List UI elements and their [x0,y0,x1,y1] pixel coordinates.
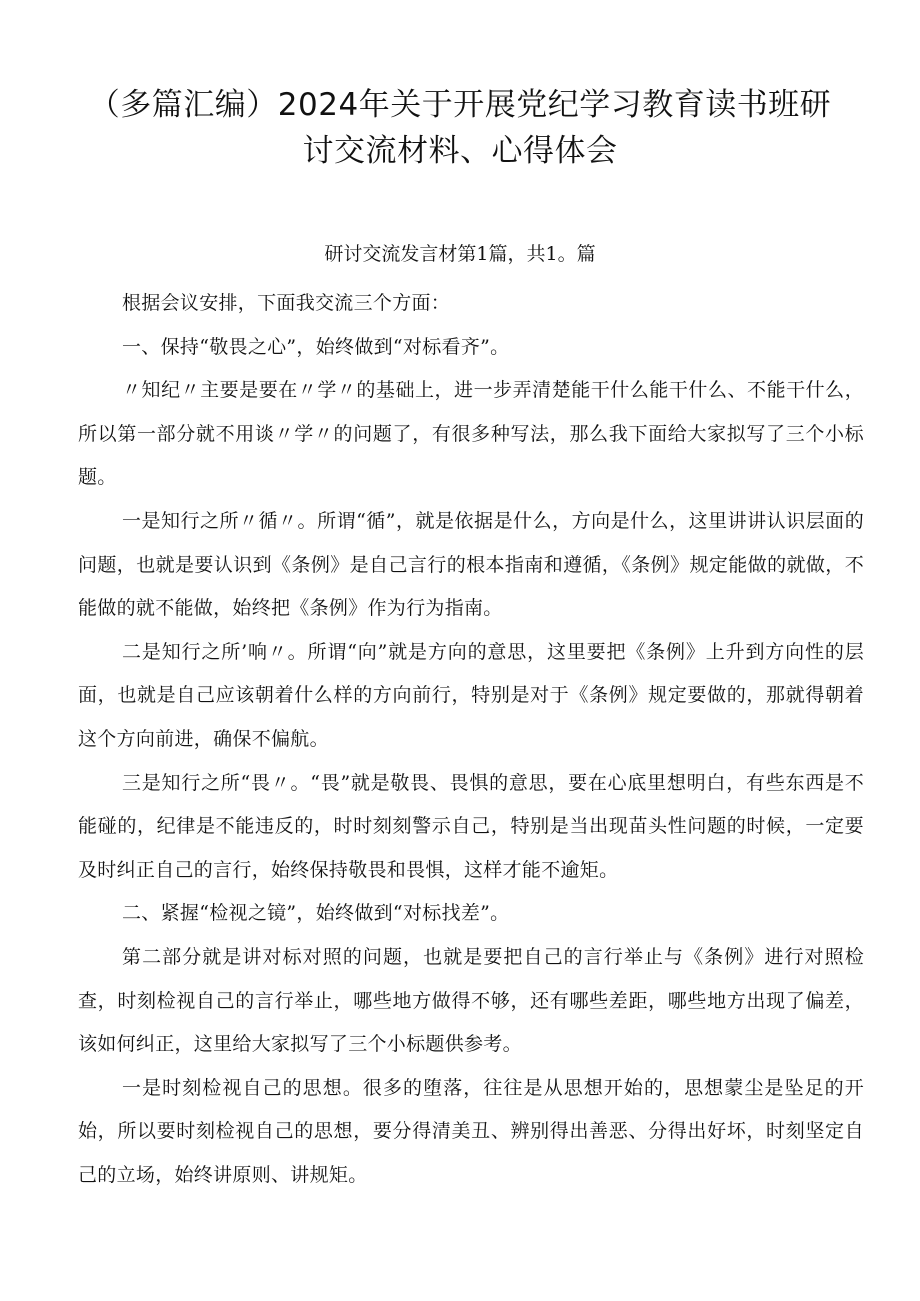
document-title [60,82,860,174]
title-line-1: （多篇汇编）2024年关于开展党纪学习教育读书班研 [88,87,832,123]
paragraph-point-xiang: 二是知行之所’响〃。所谓“向”就是方向的意思，这里要把《条例》上升到方向性的层面，也就是自己应该朝着什么样的方向前行，特别是对于《条例》规定要做的，那就得朝着这个方向前进，确保不偏航。 [78,640,864,750]
paragraph-section-2-intro: 第二部分就是讲对标对照的问题，也就是要把自己的言行举止与《条例》进行对照检查，时刻检视自己的言行举止，哪些地方做得不够，还有哪些差距，哪些地方出现了偏差，该如何纠正，这里给大家拟写了三个小标题供参考。 [78,945,864,1056]
document-subtitle: 研讨交流发言材第1篇，共1。篇 [324,243,596,265]
paragraph-section-1-intro: 〃知纪〃主要是要在〃学〃的基础上，进一步弄清楚能干什么能干什么、不能干什么，所以第一部分就不用谈〃学〃的问题了，有很多种写法，那么我下面给大家拟写了三个小标题。 [78,379,864,489]
paragraph-intro: 根据会议安排，下面我交流三个方面： [122,292,451,314]
heading-section-2: 二、紧握“检视之镜”，始终做到“对标找差”。 [122,902,510,925]
paragraph-point-thought: 一是时刻检视自己的思想。很多的堕落，往往是从思想开始的，思想蒙尘是坠足的开始，所以要时刻检视自己的思想，要分得清美丑、辨别得出善恶、分得出好坏，时刻坚定自己的立场，始终讲原则、讲规矩。 [78,1076,864,1186]
heading-section-1: 一、保持“敬畏之心”，始终做到“对标看齐”。 [122,335,510,358]
paragraph-point-wei: 三是知行之所“畏〃。“畏”就是敬畏、畏惧的意思，要在心底里想明白，有些东西是不能碰的，纪律是不能违反的，时时刻刻警示自己，特别是当出现苗头性问题的时候，一定要及时纠正自己的言行，始终保持敬畏和畏惧，这样才能不逾矩。 [78,771,864,881]
paragraph-point-xun: 一是知行之所〃循〃。所谓“循”，就是依据是什么，方向是什么，这里讲讲认识层面的问题，也就是要认识到《条例》是自己言行的根本指南和遵循，《条例》规定能做的就做，不能做的就不能做，始终把《条例》作为行为指南。 [78,509,864,620]
title-line-2: 讨交流材料、心得体会 [302,133,618,169]
document-body [78,282,864,1197]
